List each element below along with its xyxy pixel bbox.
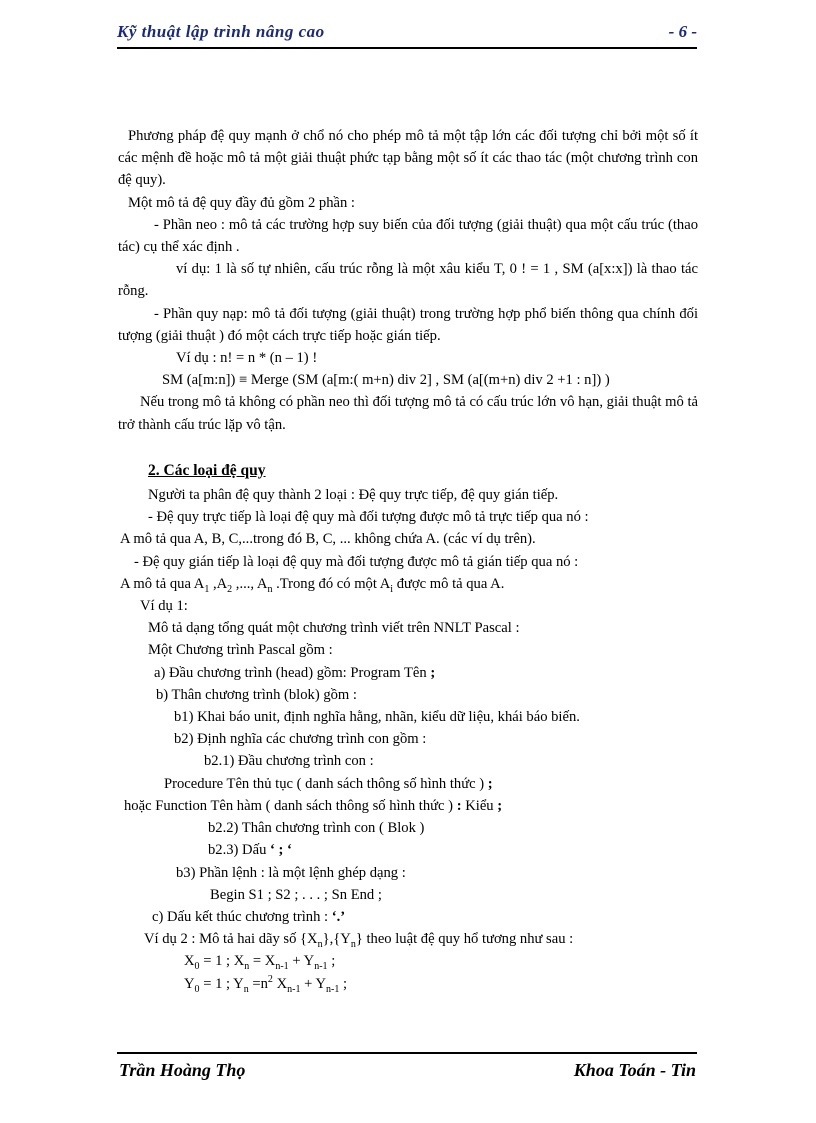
quynap-example-1: Ví dụ : n! = n * (n – 1) ! [176,350,318,367]
direct-line-2: A mô tả qua A, B, C,...trong đó B, C, ... không chứa A. (các ví dụ trên). [120,531,536,548]
intro-line-2: Một mô tả đệ quy đầy đủ gồm 2 phần : [128,194,355,211]
subprogram-end-line: b2.3) Dấu ‘ ; ‘ [208,842,292,859]
program-end-line: c) Dấu kết thúc chương trình : ‘.’ [152,908,346,925]
example-2-title: Ví dụ 2 : Mô tả hai dãy số $\{X_n\},\{Y_n\}$ theo luật đệ quy hổ tương như sau : [144,931,574,951]
header-title: Kỹ thuật lập trình nâng cao [117,22,325,41]
declarations-line: b1) Khai báo unit, định nghĩa hằng, nhãn, kiểu dữ liệu, khái báo biến. [174,709,580,726]
document-body [118,125,698,995]
procedure-line: Procedure Tên thủ tục ( danh sách thông số hình thức ) ; [164,775,493,792]
footer-divider [117,1052,697,1054]
subprogram-head-line: b2.1) Đầu chương trình con : [204,753,374,770]
begin-end-line: Begin S1 ; S2 ; . . . ; Sn End ; [210,886,382,903]
types-intro: Người ta phân đệ quy thành 2 loại : Đệ quy trực tiếp, đệ quy gián tiếp. [148,487,559,504]
intro-paragraph: Phương pháp đệ quy mạnh ở chổ nó cho phép mô tả một tập lớn các đối tượng chỉ bởi một số ít các mệnh đề hoặc mô tả một giải thuật phức tạp bằng một số ít các thao tác (một chương trình con đệ quy). [118,128,698,189]
statement-line: b3) Phần lệnh : là một lệnh ghép dạng : [176,864,406,881]
section-title: 2. Các loại đệ quy [148,461,266,479]
footer-department: Khoa Toán - Tin [573,1060,696,1080]
neo-example: ví dụ: 1 là số tự nhiên, cấu trúc rỗng là một xâu kiểu T, 0 ! = 1 , SM (a[x:x]) là thao tác rỗng. [118,261,698,300]
example-1-line-2: Một Chương trình Pascal gồm : [148,642,333,659]
x-sequence-formula: $X_0 = 1$ ; $X_n = X_{n-1} + Y_{n-1}$ ; [184,953,336,973]
neo-paragraph: - Phần neo : mô tả các trường hợp suy biến của đối tượng (giải thuật) qua một cấu trúc (thao tác) cụ thể xác định . [118,216,698,256]
function-line: hoặc Function Tên hàm ( danh sách thông số hình thức ) : Kiểu ; [124,797,503,814]
example-1-title: Ví dụ 1: [140,598,188,615]
y-sequence-formula: $Y_0 = 1$ ; $Y_n =n^2$ $X_{n-1} + Y_{n-1}$ ; [184,973,348,995]
page-number: - 6 - [668,22,697,41]
quynap-example-2: SM (a[m:n]) ≡ Merge (SM (a[m:( m+n) div 2] , SM (a[(m+n) div 2 +1 : n]) ) [162,372,610,389]
conclusion-paragraph: Nếu trong mô tả không có phần neo thì đối tượng mô tả có cấu trúc lớn vô hạn, giải thuật mô tả trở thành cấu trúc lặp vô tận. [118,394,698,433]
page-header [117,18,697,48]
direct-line-1: - Đệ quy trực tiếp là loại đệ quy mà đối tượng được mô tả trực tiếp qua nó : [148,509,589,526]
subprograms-line: b2) Định nghĩa các chương trình con gồm : [174,731,427,748]
header-divider [117,47,697,49]
indirect-line-1: - Đệ quy gián tiếp là loại đệ quy mà đối tượng được mô tả gián tiếp qua nó : [134,553,579,570]
program-head-line: a) Đầu chương trình (head) gồm: Program Tên ; [154,664,436,681]
example-1-line-1: Mô tả dạng tổng quát một chương trình viết trên NNLT Pascal : [148,620,520,637]
subprogram-body-line: b2.2) Thân chương trình con ( Blok ) [208,820,425,837]
indirect-line-2: A mô tả qua $A_1$ $,A_2$ ,..., $A_n$ .Trong đó có một $A_i$ được mô tả qua A. [120,575,505,595]
quynap-paragraph: - Phần quy nạp: mô tả đối tượng (giải thuật) trong trường hợp phổ biến thông qua chính đối tượng (giải thuật ) đó một cách trực tiếp hoặc gián tiếp. [118,305,698,344]
footer-author: Trần Hoàng Thọ [119,1060,246,1080]
program-body-line: b) Thân chương trình (blok) gồm : [156,686,357,703]
